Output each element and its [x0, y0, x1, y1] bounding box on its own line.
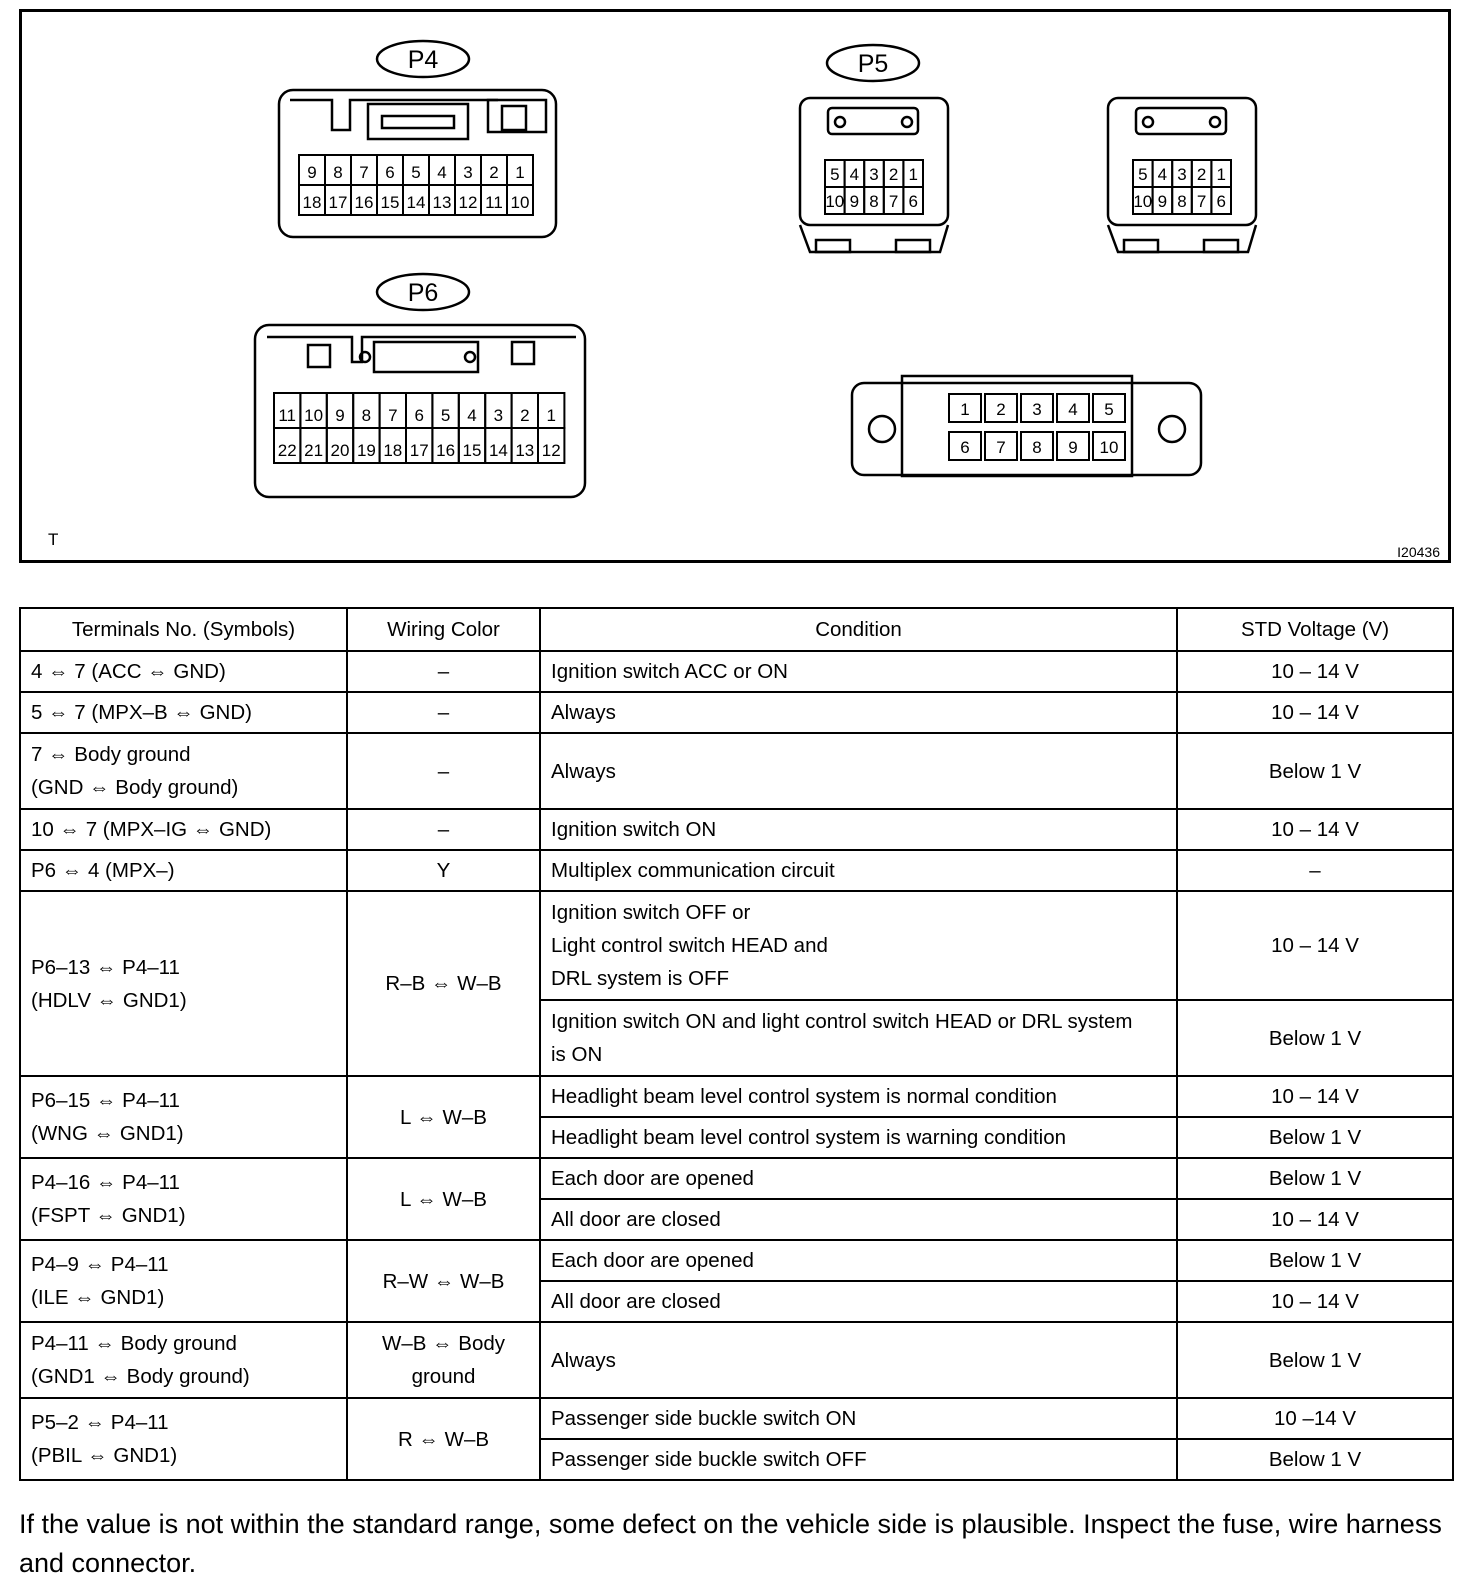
p5-pin-8: 8	[869, 192, 879, 211]
p5-mating-pin-3: 3	[1177, 165, 1187, 184]
terminal-cell-line: 5 ⇔ 7 (MPX–B ⇔ GND)	[31, 701, 252, 724]
condition-cell	[540, 692, 1177, 733]
p6-pin-21: 21	[304, 441, 324, 460]
p4-pin-7: 7	[359, 163, 369, 182]
condition-cell-line: Passenger side buckle switch ON	[551, 1407, 857, 1430]
p5-mating-pin-1: 1	[1216, 165, 1226, 184]
table-row	[20, 891, 1453, 1000]
figure-id: I20436	[1397, 544, 1440, 560]
p5-pin-9: 9	[849, 192, 860, 211]
terminal-cell-line: (WNG ⇔ GND1)	[31, 1122, 184, 1145]
std-voltage-cell: Below 1 V	[1177, 1439, 1453, 1480]
p6-pin-17: 17	[409, 441, 429, 460]
condition-cell	[540, 1076, 1177, 1117]
p6-pin-14: 14	[488, 441, 508, 460]
p6-pin-22: 22	[277, 441, 297, 460]
p4-pin-5: 5	[411, 163, 421, 182]
table-row	[20, 850, 1453, 891]
header-wiring-color: Wiring Color	[347, 608, 540, 651]
wiring-color-cell-line: –	[437, 818, 450, 841]
condition-cell-line: Each door are opened	[551, 1167, 754, 1190]
p6-pin-4: 4	[467, 406, 477, 425]
p5-pin-10: 10	[825, 192, 845, 211]
terminal-cell	[20, 651, 347, 692]
p6-pin-13: 13	[515, 441, 535, 460]
harness-pin-7: 7	[996, 438, 1006, 457]
std-voltage-cell: Below 1 V	[1177, 733, 1453, 809]
p6-pin-6: 6	[414, 406, 424, 425]
p4-pin-3: 3	[463, 163, 473, 182]
terminal-cell-line: 4 ⇔ 7 (ACC ⇔ GND)	[31, 660, 226, 683]
harness-pin-5: 5	[1104, 400, 1114, 419]
p5-mating-pin-8: 8	[1177, 192, 1187, 211]
condition-cell	[540, 651, 1177, 692]
wiring-color-cell	[347, 692, 540, 733]
wiring-color-cell	[347, 1076, 540, 1158]
harness-pin-9: 9	[1068, 438, 1078, 457]
wiring-color-cell-line: R ⇔ W–B	[397, 1427, 490, 1451]
p4-pin-14: 14	[406, 193, 426, 212]
connector-label-p5: P5	[857, 50, 889, 78]
wiring-color-cell-line: R–W ⇔ W–B	[382, 1269, 505, 1293]
p4-pin-12: 12	[458, 193, 478, 212]
wiring-color-cell	[347, 733, 540, 809]
terminal-cell	[20, 1076, 347, 1158]
condition-cell-line: Multiplex communication circuit	[551, 859, 835, 882]
p6-pin-10: 10	[304, 406, 324, 425]
terminal-cell-line: P6–13 ⇔ P4–11	[31, 955, 180, 979]
wiring-color-cell	[347, 1322, 540, 1398]
terminal-cell	[20, 891, 347, 1076]
p5-mating-pin-4: 4	[1157, 165, 1168, 184]
p5-mating-pin-2: 2	[1196, 165, 1207, 184]
table-row	[20, 1322, 1453, 1398]
condition-cell-line: Ignition switch ON and light control switch HEAD or DRL system	[551, 1010, 1133, 1033]
p6-pin-19: 19	[356, 441, 376, 460]
condition-cell	[540, 1117, 1177, 1158]
condition-cell	[540, 1240, 1177, 1281]
p4-pin-10: 10	[510, 193, 530, 212]
std-voltage-cell: 10 – 14 V	[1177, 1199, 1453, 1240]
std-voltage-cell: Below 1 V	[1177, 1240, 1453, 1281]
p6-pin-20: 20	[330, 441, 350, 460]
condition-cell	[540, 1322, 1177, 1398]
std-voltage-cell: Below 1 V	[1177, 1322, 1453, 1398]
wiring-color-cell-line: ground	[411, 1365, 476, 1388]
wiring-color-cell	[347, 1240, 540, 1322]
condition-cell-line: All door are closed	[551, 1208, 721, 1231]
connector-label-p6: P6	[407, 279, 439, 307]
p6-pin-3: 3	[493, 406, 504, 425]
harness-pin-6: 6	[960, 438, 970, 457]
harness-pin-4: 4	[1068, 400, 1078, 419]
condition-cell	[540, 891, 1177, 1000]
condition-cell-line: Always	[551, 759, 616, 783]
terminal-cell-line: (HDLV ⇔ GND1)	[31, 988, 187, 1012]
p4-pin-2: 2	[489, 163, 499, 182]
p6-pin-15: 15	[462, 441, 482, 460]
condition-cell-line: All door are closed	[551, 1290, 721, 1313]
std-voltage-cell: 10 – 14 V	[1177, 891, 1453, 1000]
terminal-cell-line: P4–16 ⇔ P4–11	[31, 1171, 180, 1194]
p6-pin-8: 8	[361, 406, 372, 425]
std-voltage-cell: 10 – 14 V	[1177, 809, 1453, 850]
table-row	[20, 809, 1453, 850]
condition-cell-line: Ignition switch OFF or	[551, 901, 751, 924]
wiring-color-cell	[347, 1398, 540, 1480]
terminal-cell-line: (ILE ⇔ GND1)	[31, 1286, 165, 1309]
p4-pin-4: 4	[437, 163, 447, 182]
p6-pin-9: 9	[335, 406, 345, 425]
table-body	[20, 651, 1453, 1480]
std-voltage-cell: Below 1 V	[1177, 1158, 1453, 1199]
condition-cell	[540, 850, 1177, 891]
terminal-cell-line: P5–2 ⇔ P4–11	[31, 1411, 169, 1434]
p6-pin-18: 18	[383, 441, 403, 460]
p6-pin-7: 7	[388, 406, 398, 425]
p6-pin-2: 2	[520, 406, 530, 425]
condition-cell	[540, 1281, 1177, 1322]
std-voltage-cell: 10 – 14 V	[1177, 1281, 1453, 1322]
wiring-color-cell-line: W–B ⇔ Body	[381, 1332, 506, 1355]
wiring-color-cell	[347, 651, 540, 692]
wiring-color-cell	[347, 891, 540, 1076]
p4-pin-18: 18	[302, 193, 322, 212]
header-std-voltage: STD Voltage (V)	[1177, 608, 1453, 651]
wiring-color-cell	[347, 809, 540, 850]
terminal-cell	[20, 809, 347, 850]
wiring-color-cell-line: –	[437, 759, 450, 783]
terminal-cell-line: P6 ⇔ 4 (MPX–)	[31, 859, 175, 882]
p6-pin-1: 1	[546, 406, 556, 425]
p5-mating-pin-10: 10	[1133, 192, 1153, 211]
std-voltage-cell: 10 – 14 V	[1177, 651, 1453, 692]
terminal-cell-line: 10 ⇔ 7 (MPX–IG ⇔ GND)	[31, 818, 272, 841]
harness-pin-1: 1	[960, 400, 970, 419]
p4-pin-17: 17	[328, 193, 348, 212]
table-header-row	[20, 608, 1453, 651]
p5-mating-pin-7: 7	[1196, 192, 1207, 211]
wiring-color-cell-line: –	[437, 701, 450, 724]
terminal-cell-line: (GND1 ⇔ Body ground)	[31, 1365, 250, 1388]
p5-pin-5: 5	[830, 165, 840, 184]
header-condition: Condition	[540, 608, 1177, 651]
wiring-color-cell-line: R–B ⇔ W–B	[385, 972, 502, 995]
p6-pin-12: 12	[541, 441, 561, 460]
wiring-color-cell	[347, 1158, 540, 1240]
p5-mating-pin-6: 6	[1216, 192, 1226, 211]
condition-cell	[540, 1439, 1177, 1480]
wiring-color-cell-line: Y	[436, 859, 451, 882]
condition-cell-line: Each door are opened	[551, 1249, 754, 1272]
corner-label: T	[48, 530, 59, 549]
p4-pin-15: 15	[380, 193, 400, 212]
std-voltage-cell: 10 – 14 V	[1177, 1076, 1453, 1117]
terminal-cell-line: P6–15 ⇔ P4–11	[31, 1089, 180, 1112]
wiring-color-cell-line: L ⇔ W–B	[400, 1105, 487, 1129]
std-voltage-cell: –	[1177, 850, 1453, 891]
std-voltage-cell: 10 – 14 V	[1177, 692, 1453, 733]
wiring-color-cell-line: –	[437, 660, 450, 683]
table-row	[20, 733, 1453, 809]
terminal-cell	[20, 1158, 347, 1240]
terminal-cell	[20, 692, 347, 733]
terminal-cell	[20, 850, 347, 891]
condition-cell	[540, 1398, 1177, 1439]
condition-cell-line: Always	[551, 701, 616, 724]
terminal-cell-line: (GND ⇔ Body ground)	[31, 776, 239, 799]
terminal-cell-line: P4–11 ⇔ Body ground	[31, 1332, 237, 1355]
p6-pin-5: 5	[440, 406, 451, 425]
table-row	[20, 692, 1453, 733]
condition-cell-line: Light control switch HEAD and	[551, 934, 828, 957]
terminal-cell	[20, 1322, 347, 1398]
terminal-cell-line: (FSPT ⇔ GND1)	[31, 1204, 186, 1227]
p4-pin-16: 16	[354, 193, 374, 212]
condition-cell	[540, 733, 1177, 809]
terminal-cell-line: 7 ⇔ Body ground	[31, 743, 191, 766]
connector-label-p4: P4	[407, 46, 439, 74]
condition-cell-line: Passenger side buckle switch OFF	[551, 1448, 867, 1471]
table-row	[20, 1158, 1453, 1199]
p5-mating-pin-5: 5	[1138, 165, 1148, 184]
p5-pin-4: 4	[849, 165, 860, 184]
footer-note: If the value is not within the standard range, some defect on the vehicle side is plausible. Inspect the fuse, wire harness and connector.	[19, 1509, 1442, 1578]
condition-cell	[540, 1199, 1177, 1240]
std-voltage-cell: 10 –14 V	[1177, 1398, 1453, 1439]
p6-pin-16: 16	[436, 441, 456, 460]
condition-cell-line: is ON	[551, 1043, 603, 1066]
p6-pin-11: 11	[278, 406, 297, 425]
harness-pin-3: 3	[1032, 400, 1042, 419]
p5-pin-1: 1	[908, 165, 918, 184]
p4-pin-11: 11	[485, 193, 503, 212]
condition-cell	[540, 809, 1177, 850]
condition-cell-line: Ignition switch ACC or ON	[551, 660, 788, 683]
p5-mating-pin-9: 9	[1157, 192, 1168, 211]
condition-cell-line: Headlight beam level control system is warning condition	[551, 1126, 1067, 1149]
wiring-color-cell	[347, 850, 540, 891]
harness-pin-10: 10	[1099, 438, 1119, 457]
p4-pin-9: 9	[307, 163, 317, 182]
condition-cell-line: DRL system is OFF	[551, 967, 730, 990]
condition-cell-line: Ignition switch ON	[551, 818, 717, 841]
p4-pin-8: 8	[333, 163, 343, 182]
harness-pin-2: 2	[996, 400, 1006, 419]
terminal-cell-line: (PBIL ⇔ GND1)	[31, 1444, 178, 1467]
std-voltage-cell: Below 1 V	[1177, 1117, 1453, 1158]
header-terminals: Terminals No. (Symbols)	[20, 608, 347, 651]
p5-pin-3: 3	[869, 165, 879, 184]
p4-pin-6: 6	[385, 163, 395, 182]
condition-cell	[540, 1000, 1177, 1076]
connector-diagram	[19, 9, 1451, 563]
connector-drawings	[22, 12, 1448, 560]
condition-cell	[540, 1158, 1177, 1199]
p5-pin-7: 7	[888, 192, 899, 211]
p5-pin-6: 6	[908, 192, 918, 211]
p4-pin-1: 1	[515, 163, 525, 182]
table-row	[20, 651, 1453, 692]
std-voltage-cell: Below 1 V	[1177, 1000, 1453, 1076]
harness-pin-8: 8	[1032, 438, 1042, 457]
terminal-cell	[20, 1398, 347, 1480]
table-row	[20, 1398, 1453, 1439]
condition-cell-line: Headlight beam level control system is normal condition	[551, 1085, 1057, 1108]
p4-pin-13: 13	[432, 193, 452, 212]
terminal-cell	[20, 733, 347, 809]
terminal-cell	[20, 1240, 347, 1322]
terminal-cell-line: P4–9 ⇔ P4–11	[31, 1253, 169, 1276]
table-row	[20, 1076, 1453, 1117]
terminal-voltage-table	[19, 607, 1454, 1481]
condition-cell-line: Always	[551, 1348, 616, 1372]
p5-pin-2: 2	[888, 165, 899, 184]
wiring-color-cell-line: L ⇔ W–B	[400, 1187, 487, 1211]
table-row	[20, 1240, 1453, 1281]
